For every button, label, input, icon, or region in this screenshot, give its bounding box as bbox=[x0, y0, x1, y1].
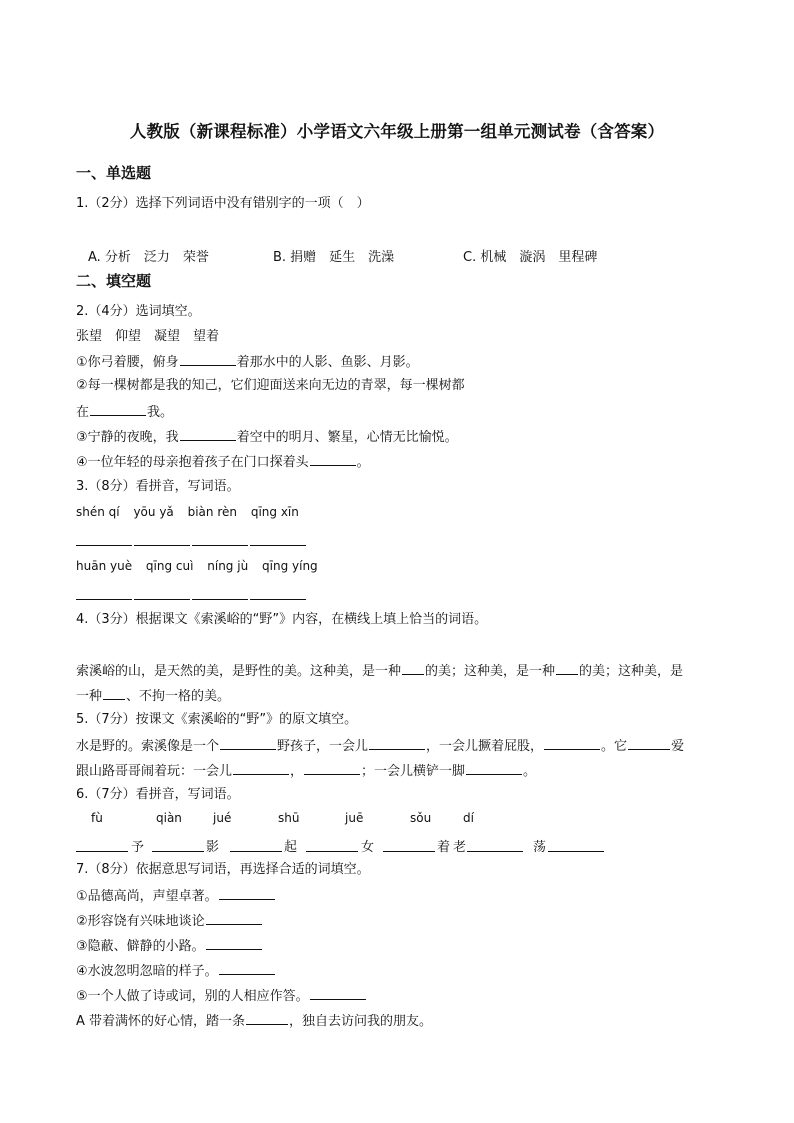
question-7-item-3 bbox=[76, 936, 263, 956]
given-character: 着 bbox=[437, 840, 451, 855]
answer-blank[interactable] bbox=[310, 452, 356, 466]
pinyin-label: qīng xīn bbox=[250, 505, 299, 519]
sentence-text: ⑤一个人做了诗或词，别的人相应作答。 bbox=[76, 989, 309, 1004]
sentence-text: 着空中的明月、繁星，心情无比愉悦。 bbox=[236, 430, 458, 445]
section-heading-fill-in: 二、填空题 bbox=[76, 272, 152, 290]
answer-blank[interactable] bbox=[103, 686, 125, 700]
answer-line[interactable] bbox=[383, 851, 435, 852]
answer-blank[interactable] bbox=[220, 736, 276, 750]
answer-blank[interactable] bbox=[206, 936, 262, 950]
sentence-text: ④水波忽明忽暗的样子。 bbox=[76, 964, 218, 979]
question-2-sentence-2: ②每一棵树都是我的知己，它们迎面送来向无边的青翠，每一棵树都 bbox=[76, 378, 465, 393]
answer-blank[interactable] bbox=[544, 736, 600, 750]
sentence-text: 水是野的。索溪像是一个 bbox=[76, 739, 220, 754]
pinyin-label: shū bbox=[278, 811, 300, 825]
sentence-text: ，一会儿撅着屁股， bbox=[426, 739, 544, 754]
page-title: 人教版（新课程标准）小学语文六年级上册第一组单元测试卷（含答案） bbox=[129, 122, 665, 141]
pinyin-label: jué bbox=[213, 811, 232, 825]
question-1-option-c[interactable]: C. 机械 漩涡 里程碑 bbox=[463, 250, 598, 265]
answer-line[interactable] bbox=[76, 545, 132, 546]
answer-line[interactable] bbox=[467, 851, 523, 852]
sentence-text: 。 bbox=[356, 455, 370, 470]
sentence-text: 着那水中的人影、鱼影、月影。 bbox=[236, 355, 419, 370]
given-character: 老 bbox=[453, 840, 467, 855]
pinyin-label: biàn rèn bbox=[187, 505, 237, 519]
answer-blank[interactable] bbox=[180, 427, 236, 441]
answer-line[interactable] bbox=[548, 851, 604, 852]
answer-blank[interactable] bbox=[219, 961, 275, 975]
answer-line[interactable] bbox=[134, 599, 190, 600]
answer-line[interactable] bbox=[134, 545, 190, 546]
pinyin-label: juē bbox=[345, 811, 364, 825]
answer-blank[interactable] bbox=[402, 661, 424, 675]
sentence-text: 跟山路哥哥闹着玩：一会儿 bbox=[76, 764, 233, 779]
pinyin-label: shén qí bbox=[76, 505, 120, 519]
sentence-text: 爱 bbox=[671, 739, 685, 754]
question-7-sentence-a bbox=[76, 1011, 432, 1031]
sentence-text: 野孩子，一会儿 bbox=[277, 739, 369, 754]
sentence-text: ②形容饶有兴味地谈论 bbox=[76, 914, 205, 929]
sentence-text: 的美；这种美，是 bbox=[579, 664, 684, 679]
question-5-stem: 5.（7分）按课文《索溪峪的“野”》的原文填空。 bbox=[76, 712, 358, 727]
sentence-text: 在 bbox=[76, 405, 90, 420]
answer-blank[interactable] bbox=[90, 402, 146, 416]
question-4-passage-line-1 bbox=[76, 661, 683, 681]
question-4-stem: 4.（3分）根据课文《索溪峪的“野”》内容，在横线上填上恰当的词语。 bbox=[76, 612, 488, 627]
question-2-word-bank: 张望 仰望 凝望 望着 bbox=[76, 329, 220, 344]
sentence-text: 我。 bbox=[147, 405, 174, 420]
sentence-text: ①你弓着腰，俯身 bbox=[76, 355, 179, 370]
sentence-text: 、不拘一格的美。 bbox=[126, 689, 231, 704]
answer-blank[interactable] bbox=[628, 736, 670, 750]
answer-blank[interactable] bbox=[369, 736, 425, 750]
answer-blank[interactable] bbox=[304, 761, 360, 775]
sentence-text: 的美；这种美，是一种 bbox=[425, 664, 556, 679]
sentence-text: ， bbox=[290, 764, 304, 779]
answer-line[interactable] bbox=[76, 599, 132, 600]
question-1-option-a[interactable]: A. 分析 泛力 荣誉 bbox=[88, 250, 209, 265]
question-1-option-b[interactable]: B. 捐赠 延生 洗澡 bbox=[273, 250, 395, 265]
given-character: 荡 bbox=[533, 840, 547, 855]
question-7-item-5 bbox=[76, 986, 367, 1006]
answer-line[interactable] bbox=[192, 599, 248, 600]
section-heading-single-choice: 一、单选题 bbox=[76, 164, 152, 182]
given-character: 予 bbox=[131, 840, 145, 855]
question-2-sentence-3 bbox=[76, 427, 458, 447]
question-5-line-1 bbox=[76, 736, 684, 756]
sentence-text: 一种 bbox=[76, 689, 103, 704]
answer-blank[interactable] bbox=[219, 886, 275, 900]
sentence-text: 。它 bbox=[601, 739, 628, 754]
pinyin-label: huān yuè bbox=[76, 559, 133, 573]
question-1-stem: 1.（2分）选择下列词语中没有错别字的一项（ ） bbox=[76, 196, 370, 211]
sentence-text: 。 bbox=[523, 764, 537, 779]
given-character: 影 bbox=[206, 840, 220, 855]
question-3-stem: 3.（8分）看拼音，写词语。 bbox=[76, 479, 240, 494]
question-2-sentence-2-cont bbox=[76, 402, 173, 422]
sentence-text: ；一会儿横铲一脚 bbox=[361, 764, 466, 779]
answer-blank[interactable] bbox=[206, 911, 262, 925]
answer-blank[interactable] bbox=[233, 761, 289, 775]
question-7-item-1 bbox=[76, 886, 276, 906]
question-6-stem: 6.（7分）看拼音，写词语。 bbox=[76, 787, 240, 802]
answer-blank[interactable] bbox=[556, 661, 578, 675]
pinyin-label: fù bbox=[91, 811, 103, 825]
pinyin-label: qīng cuì bbox=[145, 559, 194, 573]
sentence-text: ①品德高尚，声望卓著。 bbox=[76, 889, 218, 904]
answer-line[interactable] bbox=[76, 851, 128, 852]
given-character: 女 bbox=[361, 840, 375, 855]
sentence-text: ③宁静的夜晚，我 bbox=[76, 430, 179, 445]
question-2-stem: 2.（4分）选词填空。 bbox=[76, 304, 201, 319]
sentence-text: A 带着满怀的好心情，踏一条 bbox=[76, 1014, 246, 1029]
answer-blank[interactable] bbox=[180, 352, 236, 366]
answer-line[interactable] bbox=[306, 851, 358, 852]
pinyin-label: yōu yǎ bbox=[133, 505, 174, 519]
answer-line[interactable] bbox=[192, 545, 248, 546]
question-2-sentence-1 bbox=[76, 352, 419, 372]
question-5-line-2 bbox=[76, 761, 536, 781]
answer-blank[interactable] bbox=[310, 986, 366, 1000]
pinyin-label: níng jù bbox=[207, 559, 249, 573]
given-character: 起 bbox=[284, 840, 298, 855]
question-2-sentence-4 bbox=[76, 452, 370, 472]
pinyin-label: qīng yíng bbox=[262, 559, 318, 573]
answer-line[interactable] bbox=[230, 851, 282, 852]
question-3-pinyin-row-1 bbox=[76, 505, 309, 519]
pinyin-label: qiàn bbox=[156, 811, 182, 825]
question-7-stem: 7.（8分）依据意思写词语，再选择合适的词填空。 bbox=[76, 862, 370, 877]
question-3-pinyin-row-2 bbox=[76, 559, 328, 573]
answer-blank[interactable] bbox=[466, 761, 522, 775]
answer-line[interactable] bbox=[250, 599, 306, 600]
question-7-item-2 bbox=[76, 911, 263, 931]
answer-line[interactable] bbox=[152, 851, 204, 852]
sentence-text: 索溪峪的山，是天然的美，是野性的美。这种美，是一种 bbox=[76, 664, 402, 679]
answer-line[interactable] bbox=[250, 545, 306, 546]
pinyin-label: sǒu bbox=[410, 811, 432, 825]
question-7-item-4 bbox=[76, 961, 276, 981]
pinyin-label: dí bbox=[463, 811, 474, 825]
answer-blank[interactable] bbox=[246, 1011, 288, 1025]
sentence-text: ③隐蔽、僻静的小路。 bbox=[76, 939, 205, 954]
sentence-text: ④一位年轻的母亲抱着孩子在门口探着头 bbox=[76, 455, 309, 470]
question-4-passage-line-2 bbox=[76, 686, 230, 706]
sentence-text: ，独自去访问我的朋友。 bbox=[289, 1014, 433, 1029]
